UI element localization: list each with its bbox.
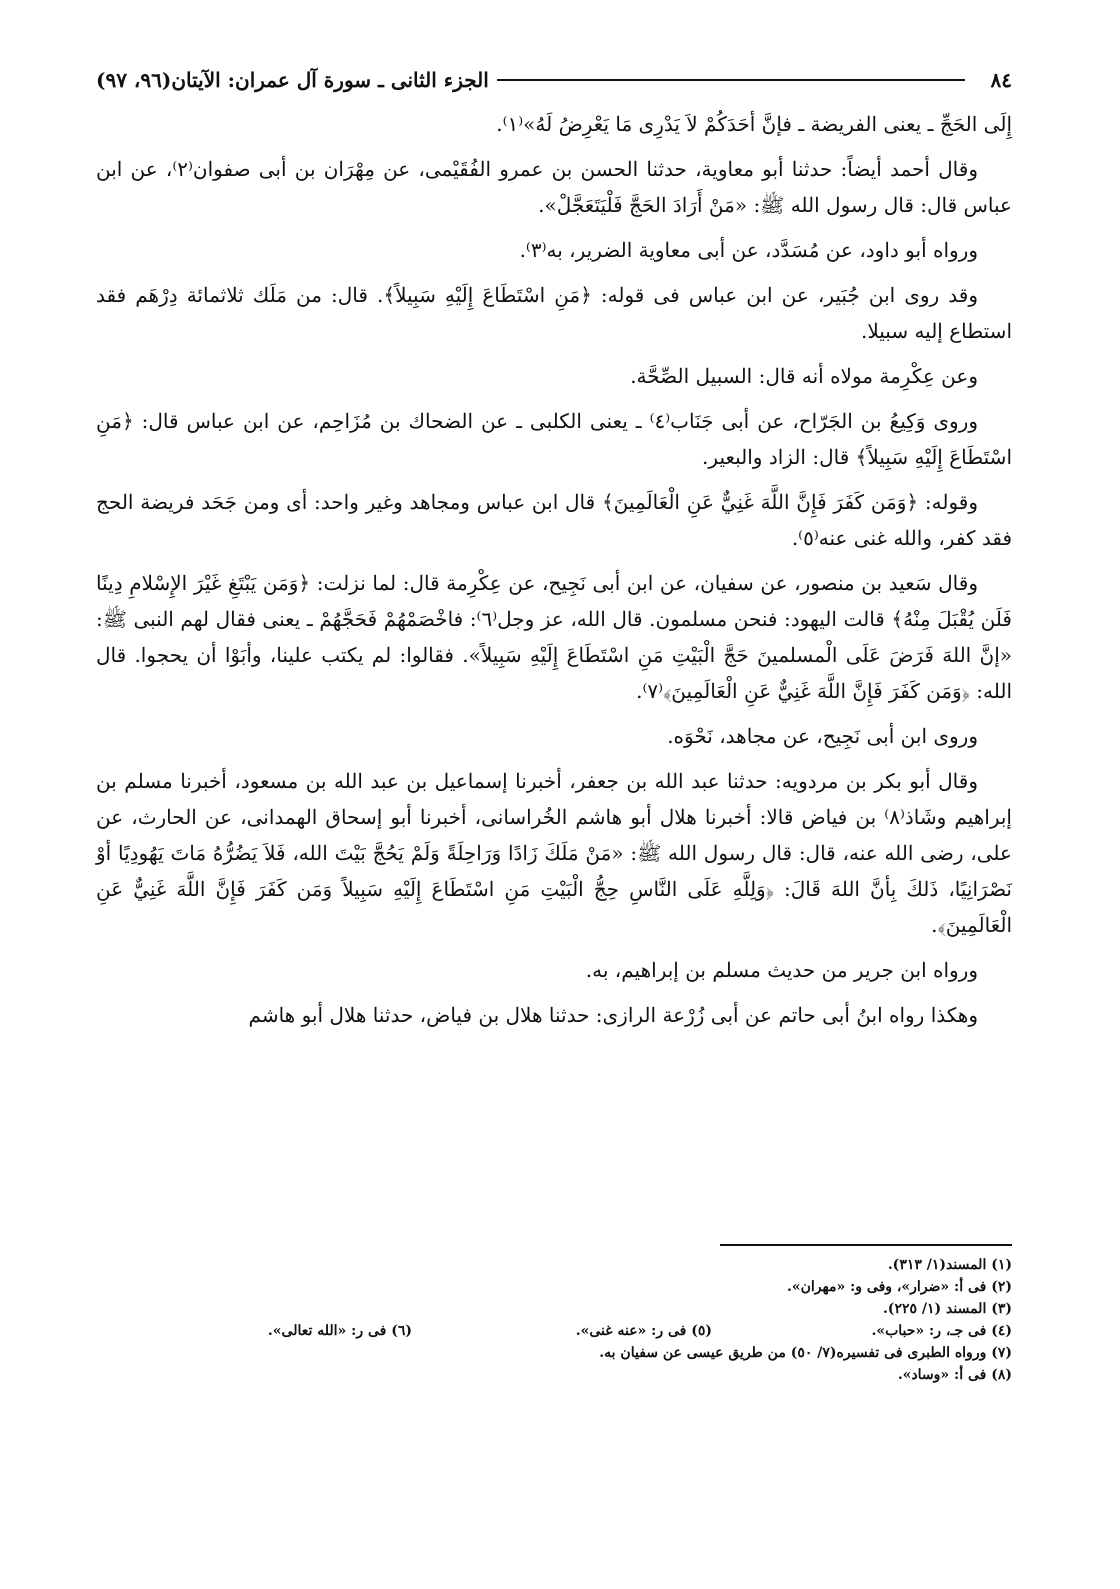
paragraph: وروى ابن أبى نَجِيح، عن مجاهد، نَحْوَه. [667, 724, 978, 748]
paragraph: وقوله: ﴿وَمَن كَفَرَ فَإِنَّ اللَّهَ غَنِيٌّ عَنِ الْعَالَمِينَ﴾ قال ابن عباس ومجاهد وغير واحد: أى ومن جَحَد فريضة الحج فقد كفر، والله غنى عنه⁽٥⁾. [96, 490, 1012, 550]
page-number: ٨٤ [990, 68, 1012, 92]
paragraph: وقد روى ابن جُبَير، عن ابن عباس فى قوله: ﴿مَنِ اسْتَطَاعَ إِلَيْهِ سَبِيلاً﴾. قال: من مَلَك ثلاثمائة دِرْهَم فقد استطاع إليه سبيلا. [96, 283, 1012, 343]
paragraph: وقال سَعيد بن منصور، عن سفيان، عن ابن أبى نَجِيح، عن عِكْرِمة قال: لما نزلت: ﴿وَمَن يَبْتَغِ غَيْرَ الإِسْلامِ دِينًا فَلَن يُقْبَلَ مِنْهُ﴾ قالت اليهود: فنحن مسلمون. قال الله، عز وجل⁽٦⁾: فاخْصَمْهُمْ فَحَجَّهُمْ ـ يعنى فقال لهم النبى ﷺ: «إنَّ اللهَ فَرَضَ عَلَى الْمسلمينَ حَجَّ الْبَيْتِ مَنِ اسْتَطَاعَ إِلَيْهِ سَبِيلاً». فقالوا: لم يكتب علينا، وأبَوْا أن يحجوا. قال الله: ﴿وَمَن كَفَرَ فَإِنَّ اللَّهَ غَنِيٌّ عَنِ الْعَالَمِينَ﴾⁽٧⁾. [96, 571, 1012, 703]
paragraph: وهكذا رواه ابنُ أبى حاتم عن أبى زُرْعة الرازى: حدثنا هلال بن فياض، حدثنا هلال أبو هاشم [248, 1003, 978, 1027]
header-rule [497, 79, 965, 81]
paragraph: وقال أبو بكر بن مردويه: حدثنا عبد الله بن جعفر، أخبرنا إسماعيل بن عبد الله بن مسعود، أخبرنا مسلم بن إبراهيم وشَاذ⁽٨⁾ بن فياض قالا: أخبرنا هلال أبو هاشم الخُراسانى، أخبرنا أبو إسحاق الهمدانى، عن الحارث، عن على، رضى الله عنه، قال: قال رسول الله ﷺ: «مَنْ مَلَكَ زَادًا وَرَاحِلَةً وَلَمْ يَحُجَّ بَيْتَ الله، فَلاَ يَضُرُّهُ مَاتَ يَهُودِيًا أوْ نَصْرَانِيًا، ذَلكَ بِأنَّ اللهَ قَالَ: ﴿وَلِلَّهِ عَلَى النَّاسِ حِجُّ الْبَيْتِ مَنِ اسْتَطَاعَ إِلَيْهِ سَبِيلاً وَمَن كَفَرَ فَإِنَّ اللَّهَ غَنِيٌّ عَنِ الْعَالَمِينَ﴾. [96, 769, 1012, 937]
paragraph: ورواه أبو داود، عن مُسَدَّد، عن أبى معاوية الضرير، به⁽٣⁾. [519, 238, 978, 262]
header-title: الجزء الثانى ـ سورة آل عمران: الآيتان(٩٦، ٩٧) [96, 68, 489, 92]
main-text [96, 106, 1012, 1033]
paragraph: وقال أحمد أيضاً: حدثنا أبو معاوية، حدثنا الحسن بن عمرو الفُقَيْمى، عن مِهْرَان بن أبى صفوان⁽٢⁾، عن ابن عباس قال: قال رسول الله ﷺ: «مَنْ أَرَادَ الحَجَّ فَلْيَتَعَجَّلْ». [96, 157, 1012, 217]
footnote: (٦) فى ر: «الله تعالى». [267, 1323, 412, 1339]
paragraph: إِلَى الحَجِّ ـ يعنى الفريضة ـ فإنَّ أحَدَكُمْ لاَ يَدْرِى مَا يَعْرِضُ لَهُ»⁽١⁾. [496, 112, 1012, 136]
footnote-row [96, 1320, 1012, 1342]
paragraph: وروى وَكِيعُ بن الجَرّاح، عن أبى جَنَاب⁽٤⁾ ـ يعنى الكلبى ـ عن الضحاك بن مُزَاحِم، عن ابن عباس قال: ﴿مَنِ اسْتَطَاعَ إِلَيْهِ سَبِيلاً﴾ قال: الزاد والبعير. [96, 409, 1012, 469]
footnote: (٨) فى أ: «وساد». [897, 1367, 1012, 1383]
footnote: (١) المسند(١/ ٣١٣). [887, 1257, 1012, 1273]
book-page [96, 58, 1012, 1538]
footnotes [96, 1244, 1012, 1386]
footnote: (٣) المسند (١/ ٢٢٥). [882, 1301, 1012, 1317]
footnote: (٥) فى ر: «عنه غنى». [575, 1323, 712, 1339]
paragraph: وعن عِكْرِمة مولاه أنه قال: السبيل الصِّحَّة. [630, 364, 978, 388]
footnote: (٤) فى جـ، ر: «حباب». [871, 1323, 1012, 1339]
footnote: (٧) ورواه الطبرى فى تفسيره(٧/ ٥٠) من طريق عيسى عن سفيان به. [599, 1345, 1012, 1361]
footnote: (٢) فى أ: «ضرار»، وفى و: «مهران». [787, 1279, 1012, 1295]
running-header [96, 58, 1012, 102]
paragraph: ورواه ابن جرير من حديث مسلم بن إبراهيم، به. [585, 958, 978, 982]
footnote-rule [720, 1244, 1012, 1246]
